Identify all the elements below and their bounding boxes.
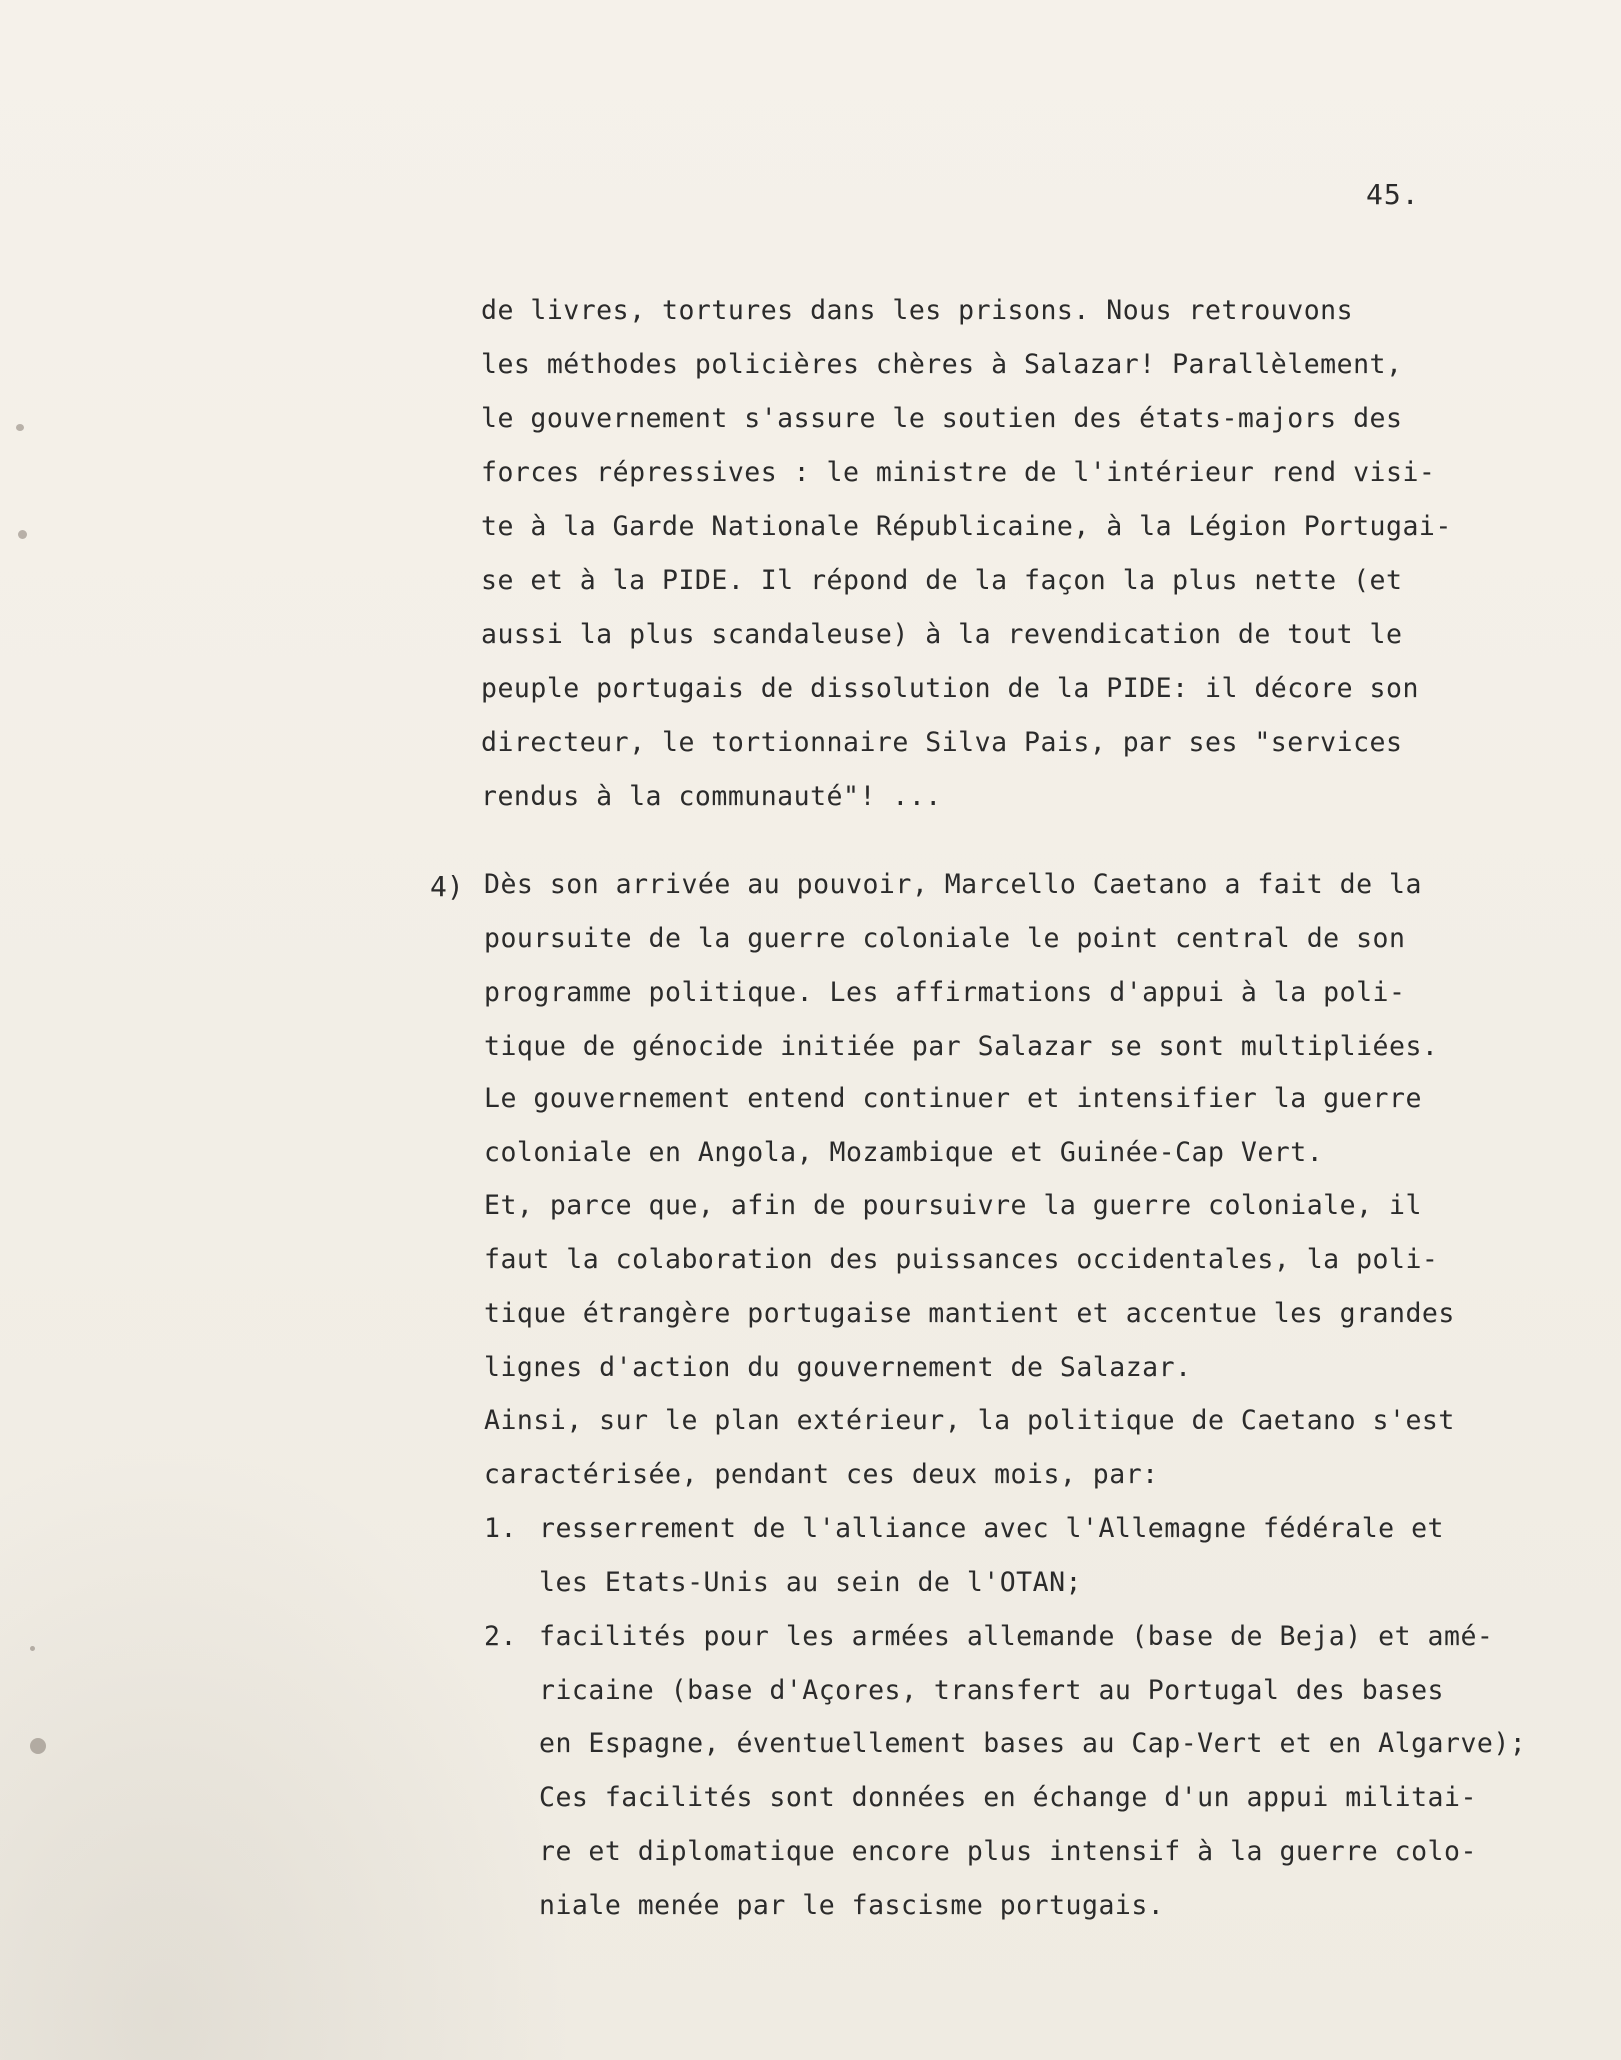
text-line: faut la colaboration des puissances occidentales, la poli- <box>484 1244 1439 1275</box>
list-item-line: facilités pour les armées allemande (base de Beja) et amé- <box>539 1621 1494 1652</box>
text-line: se et à la PIDE. Il répond de la façon la plus nette (et <box>481 565 1403 596</box>
text-line: caractérisée, pendant ces deux mois, par: <box>484 1459 1159 1490</box>
punch-hole-mark <box>30 1646 35 1651</box>
text-line: forces répressives : le ministre de l'intérieur rend visi- <box>481 457 1436 488</box>
text-line: Dès son arrivée au pouvoir, Marcello Caetano a fait de la <box>484 869 1422 900</box>
text-line: de livres, tortures dans les prisons. Nous retrouvons <box>481 295 1354 326</box>
list-item-number: 2. <box>484 1621 517 1652</box>
punch-hole-mark <box>16 424 24 431</box>
text-line: rendus à la communauté"! ... <box>481 781 942 812</box>
punch-hole-mark <box>30 1738 46 1754</box>
text-line: les méthodes policières chères à Salazar! Parallèlement, <box>481 349 1403 380</box>
text-line: directeur, le tortionnaire Silva Pais, par ses "services <box>481 727 1403 758</box>
paragraph-marker: 4) <box>430 870 464 903</box>
list-item-line: Ces facilités sont données en échange d'un appui militai- <box>539 1782 1477 1813</box>
text-line: aussi la plus scandaleuse) à la revendication de tout le <box>481 619 1403 650</box>
list-item-line: resserrement de l'alliance avec l'Allemagne fédérale et <box>539 1513 1444 1544</box>
list-item-line: en Espagne, éventuellement bases au Cap-Vert et en Algarve); <box>539 1728 1527 1759</box>
page-number: 45. <box>1366 178 1420 211</box>
list-item-line: ricaine (base d'Açores, transfert au Portugal des bases <box>539 1675 1444 1706</box>
list-item-line: re et diplomatique encore plus intensif à la guerre colo- <box>539 1836 1477 1867</box>
text-line: Le gouvernement entend continuer et intensifier la guerre <box>484 1083 1422 1114</box>
text-line: tique de génocide initiée par Salazar se sont multipliées. <box>484 1031 1439 1062</box>
text-line: Ainsi, sur le plan extérieur, la politique de Caetano s'est <box>484 1405 1455 1436</box>
text-line: lignes d'action du gouvernement de Salazar. <box>484 1352 1192 1383</box>
punch-hole-mark <box>18 530 27 539</box>
list-item-line: niale menée par le fascisme portugais. <box>539 1890 1165 1921</box>
text-line: programme politique. Les affirmations d'appui à la poli- <box>484 977 1406 1008</box>
text-line: poursuite de la guerre coloniale le point central de son <box>484 923 1406 954</box>
text-line: Et, parce que, afin de poursuivre la guerre coloniale, il <box>484 1190 1422 1221</box>
list-item-number: 1. <box>484 1513 517 1544</box>
text-line: le gouvernement s'assure le soutien des états-majors des <box>481 403 1403 434</box>
list-item-line: les Etats-Unis au sein de l'OTAN; <box>539 1567 1082 1598</box>
text-line: te à la Garde Nationale Républicaine, à la Légion Portugai- <box>481 511 1452 542</box>
text-line: tique étrangère portugaise mantient et accentue les grandes <box>484 1298 1455 1329</box>
text-line: peuple portugais de dissolution de la PIDE: il décore son <box>481 673 1419 704</box>
text-line: coloniale en Angola, Mozambique et Guinée-Cap Vert. <box>484 1137 1324 1168</box>
